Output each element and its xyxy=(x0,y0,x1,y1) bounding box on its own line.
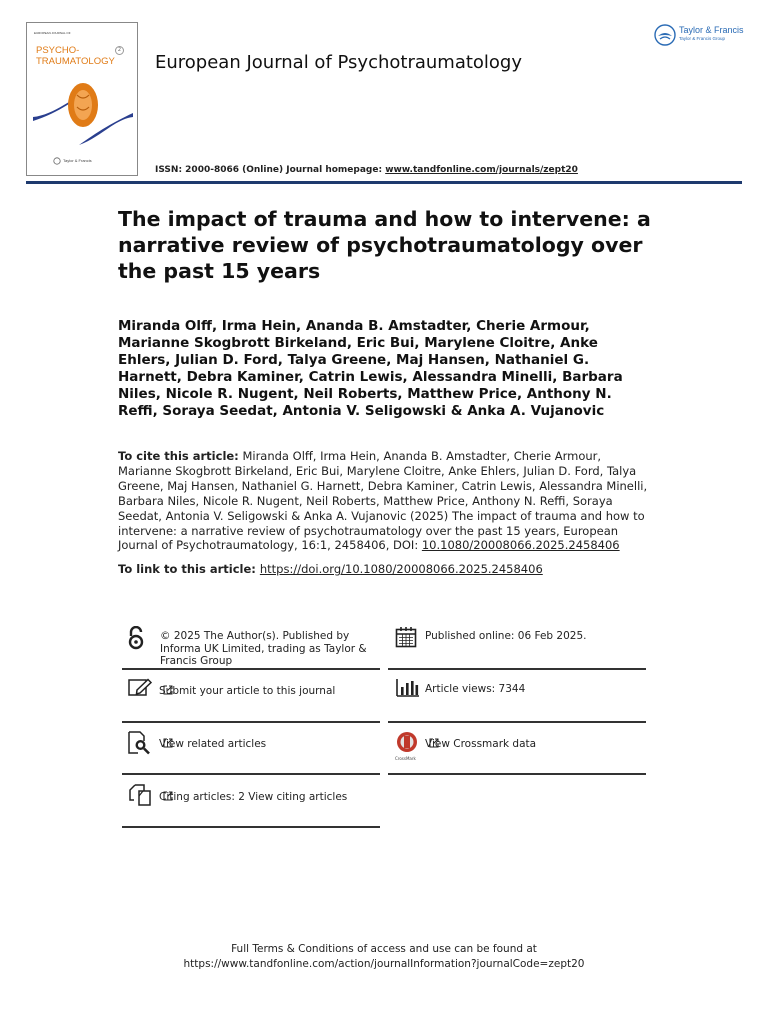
calendar-icon xyxy=(395,626,417,648)
divider-left-4 xyxy=(122,826,380,828)
publisher-logo xyxy=(654,22,746,48)
header-rule xyxy=(26,181,742,184)
footer-terms-url[interactable]: https://www.tandfonline.com/action/journalInformation?journalCode=zept20 xyxy=(183,958,585,970)
external-link-icon xyxy=(163,738,173,748)
edit-icon xyxy=(128,678,152,698)
article-title: The impact of trauma and how to intervene: a narrative review of psychotraumatology over the past 15 years xyxy=(118,207,651,283)
terms-footer xyxy=(0,942,768,972)
publisher-logo-name: Taylor & Francis xyxy=(679,25,744,35)
license-text: © 2025 The Author(s). Published by Informa UK Limited, trading as Taylor & Francis Group xyxy=(160,630,367,667)
publisher-logo-subtitle: Taylor & Francis Group xyxy=(679,36,726,41)
bar-chart-icon xyxy=(396,678,420,698)
cover-title: PSYCHO- TRAUMATOLOGY xyxy=(36,45,115,67)
cover-issue-mark: 2 xyxy=(115,46,124,55)
divider-left-2 xyxy=(122,721,380,723)
citation-text: Miranda Olff, Irma Hein, Ananda B. Amstadter, Cherie Armour, Marianne Skogbrott Birkeland, Eric Bui, Marylene Cloitre, Anke Ehlers, Julian D. Ford, Talya Greene, Maj Hansen, Nathaniel G. Harnett, Debra Kaminer, Catrin Lewis, Alessandra Minelli, Barbara Niles, Nicole R. Nugent, Neil Roberts, Matthew Price, Anthony N. Reffi, Soraya Seedat, Antonia V. Seligowski & Anka A. Vujanovic (2025) The impact of trauma and how to intervene: a narrative review of psychotraumatology over the past 15 years, European Journal of Psychotraumatology, 16:1, 2458406, DOI: xyxy=(118,449,648,553)
divider-right-2 xyxy=(388,721,646,723)
external-link-icon xyxy=(429,738,439,748)
open-access-icon xyxy=(127,626,145,650)
article-authors: Miranda Olff, Irma Hein, Ananda B. Amstadter, Cherie Armour, Marianne Skogbrott Birkeland, Eric Bui, Marylene Cloitre, Anke Ehlers, Julian D. Ford, Talya Greene, Maj Hansen, Nathaniel G. Harnett, Debra Kaminer, Catrin Lewis, Alessandra Minelli, Barbara Niles, Nicole R. Nugent, Neil Roberts, Matthew Price, Anthony N. Reffi, Soraya Seedat, Antonia V. Seligowski & Anka A. Vujanovic xyxy=(118,318,623,419)
divider-left-1 xyxy=(122,668,380,670)
divider-right-1 xyxy=(388,668,646,670)
external-link-icon xyxy=(163,791,173,801)
citing-documents-icon xyxy=(128,784,152,806)
journal-homepage-link[interactable]: www.tandfonline.com/journals/zept20 xyxy=(385,165,578,175)
submit-article-text: Submit your article to this journal xyxy=(159,685,336,697)
article-link-line xyxy=(118,562,648,576)
divider-right-3 xyxy=(388,773,646,775)
issn-line: ISSN: 2000-8066 (Online) Journal homepage: www.tandfonline.com/journals/zept20 xyxy=(155,165,578,175)
crossmark-caption: CrossMark xyxy=(395,756,416,761)
citation-label: To cite this article: xyxy=(118,449,239,463)
related-articles-text: View related articles xyxy=(159,738,267,750)
journal-name: European Journal of Psychotraumatology xyxy=(155,52,523,73)
crossmark-text: View Crossmark data xyxy=(425,738,537,750)
external-link-icon xyxy=(163,685,173,695)
publisher-logo-icon xyxy=(654,24,676,46)
cover-small-text: EUROPEAN JOURNAL OF xyxy=(34,31,71,35)
citation-block xyxy=(118,449,648,553)
related-search-icon xyxy=(128,731,150,755)
cover-publisher: Taylor & Francis xyxy=(63,158,92,163)
journal-cover xyxy=(26,22,138,176)
article-views-text: Article views: 7344 xyxy=(425,683,526,695)
divider-left-3 xyxy=(122,773,380,775)
citing-articles-text: Citing articles: 2 View citing articles xyxy=(159,791,348,803)
footer-line-1: Full Terms & Conditions of access and use can be found at xyxy=(231,943,537,955)
published-date: Published online: 06 Feb 2025. xyxy=(425,630,587,642)
cover-publisher-icon xyxy=(53,157,61,165)
article-link-label: To link to this article: xyxy=(118,562,260,576)
article-doi-link[interactable]: https://doi.org/10.1080/20008066.2025.2458406 xyxy=(259,562,543,576)
cover-artwork xyxy=(29,71,135,153)
citation-doi-link[interactable]: 10.1080/20008066.2025.2458406 xyxy=(421,538,620,553)
